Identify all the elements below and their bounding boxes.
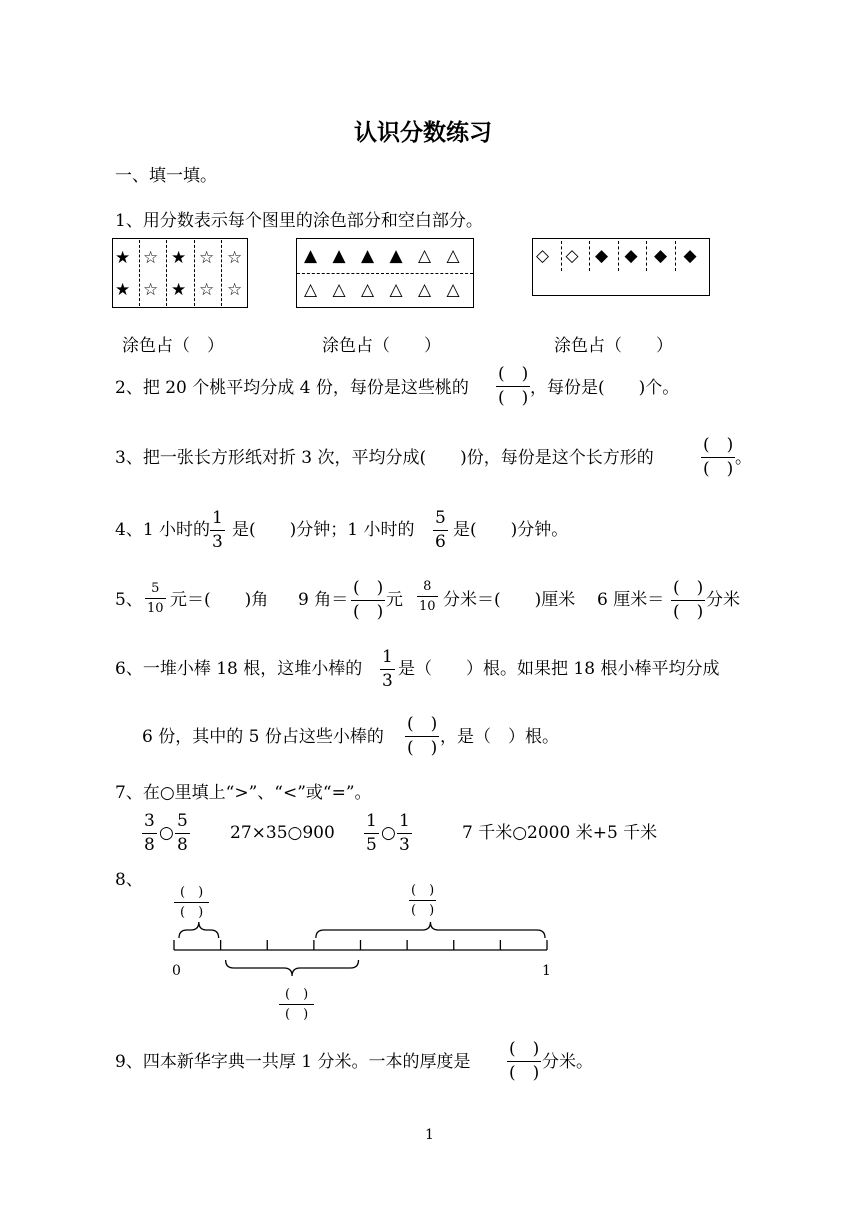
question-5-text-c: 元 <box>386 590 403 610</box>
fraction-blank[interactable]: ( ) ( ) <box>498 364 529 408</box>
question-6-text-line2: 6 份，其中的 5 份占这些小棒的 <box>142 727 384 747</box>
compare-circle[interactable]: ○ <box>159 823 174 843</box>
star-cell: ★ <box>115 248 131 268</box>
fraction-blank[interactable]: ( ) ( ) <box>411 883 435 918</box>
diamond-cell: ◆ <box>683 246 697 266</box>
fraction-one-third: $\frac{1}{3}$ <box>399 811 410 855</box>
section-heading: 一、填一填。 <box>115 166 217 186</box>
star-cell: ☆ <box>143 248 159 268</box>
fraction-five-eighths: $\frac{5}{8}$ <box>177 811 188 855</box>
compare-circle[interactable]: ○ <box>381 823 396 843</box>
star-cell: ☆ <box>143 280 159 300</box>
star-cell: ★ <box>115 280 131 300</box>
fraction-eight-tenths: $\frac{8}{10}$ <box>419 579 436 614</box>
question-6-text-mid: 是（ ）根。如果把 18 根小棒平均分成 <box>398 659 720 679</box>
fraction-blank[interactable]: ( ) ( ) <box>279 988 314 1021</box>
question-4-text-mid: 是( )分钟；1 小时的 <box>232 520 415 540</box>
question-2-text-end: ，每份是( )个。 <box>530 378 680 398</box>
question-5-number: 5、 <box>115 590 143 610</box>
cell-divider <box>139 240 140 306</box>
fraction-blank[interactable]: ( ) ( ) <box>407 714 438 758</box>
number-line-brace <box>316 922 545 938</box>
fraction-five-tenths: $\frac{5}{10}$ <box>147 581 164 616</box>
fraction-blank[interactable]: ( ) ( ) <box>673 578 704 622</box>
compare-item-d: 7 千米○2000 米+5 千米 <box>462 823 658 843</box>
fraction-three-eighths: $\frac{3}{8}$ <box>144 811 155 855</box>
question-2-text: 2、把 20 个桃平均分成 4 份，每份是这些桃的 <box>115 378 469 398</box>
cell-divider <box>221 240 222 306</box>
question-5-text-a: 元＝( )角 <box>170 590 269 610</box>
number-line-zero-label: 0 <box>172 963 181 979</box>
triangle-cell: △ <box>389 280 403 300</box>
triangle-cell: △ <box>446 280 460 300</box>
cell-divider <box>646 241 647 271</box>
cell-divider <box>166 240 167 306</box>
cell-divider <box>194 240 195 306</box>
triangle-cell: ▲ <box>361 246 375 266</box>
cell-divider <box>675 241 676 271</box>
star-cell: ☆ <box>199 248 215 268</box>
star-cell: ★ <box>171 248 187 268</box>
question-3-text: 3、把一张长方形纸对折 3 次，平均分成( )份，每份是这个长方形的 <box>115 448 654 468</box>
question-4-text-end: 是( )分钟。 <box>453 520 569 540</box>
diamond-cell: ◆ <box>595 246 609 266</box>
shaded-label-2: 涂色占（ ） <box>322 336 441 356</box>
fraction-blank[interactable]: ( ) ( ) <box>703 435 734 479</box>
question-6-text: 6、一堆小棒 18 根，这堆小棒的 <box>115 659 363 679</box>
fraction-blank[interactable]: ( ) ( ) <box>174 886 209 919</box>
question-5-text-e: 6 厘米＝ <box>597 590 665 610</box>
star-cell: ☆ <box>199 280 215 300</box>
question-6-text-end: ，是（ ）根。 <box>440 727 559 747</box>
number-line-brace <box>226 960 359 976</box>
star-cell: ☆ <box>227 248 243 268</box>
number-line-one-label: 1 <box>542 963 551 979</box>
cell-divider <box>618 241 619 271</box>
diamond-cell: ◇ <box>565 246 579 266</box>
star-cell: ★ <box>171 280 187 300</box>
fraction-one-third: $\frac{1}{3}$ <box>212 508 223 552</box>
diamond-cell: ◇ <box>536 246 550 266</box>
compare-item-b: 27×35○900 <box>230 823 335 843</box>
fraction-one-fifth: $\frac{1}{5}$ <box>366 811 377 855</box>
question-5-text-b: 9 角＝ <box>298 590 349 610</box>
fraction-blank[interactable]: ( ) ( ) <box>509 1039 540 1083</box>
triangle-cell: ▲ <box>389 246 403 266</box>
triangle-cell: △ <box>304 280 318 300</box>
cell-divider <box>561 241 562 271</box>
question-9-text: 9、四本新华字典一共厚 1 分米。一本的厚度是 <box>115 1052 471 1072</box>
triangle-cell: △ <box>418 246 432 266</box>
question-3-text-end: 。 <box>735 448 752 468</box>
question-8-number: 8、 <box>115 870 143 890</box>
triangle-cell: △ <box>332 280 346 300</box>
star-cell: ☆ <box>227 280 243 300</box>
triangle-cell: △ <box>446 246 460 266</box>
number-line-brace <box>179 922 219 938</box>
page-title: 认识分数练习 <box>354 119 492 146</box>
triangle-cell: ▲ <box>332 246 346 266</box>
shaded-label-3: 涂色占（ ） <box>554 336 673 356</box>
fraction-one-third: $\frac{1}{3}$ <box>382 647 393 691</box>
page-number: 1 <box>425 1127 434 1143</box>
triangle-cell: △ <box>418 280 432 300</box>
question-5-text-d: 分米＝( )厘米 <box>443 590 576 610</box>
question-4-text: 4、1 小时的 <box>115 520 211 540</box>
question-7-text: 7、在○里填上“>”、“<”或“=”。 <box>115 783 372 803</box>
number-line <box>0 910 860 1030</box>
question-9-text-end: 分米。 <box>542 1052 593 1072</box>
question-1-text: 1、用分数表示每个图里的涂色部分和空白部分。 <box>115 211 483 231</box>
cell-divider <box>589 241 590 271</box>
shaded-label-1: 涂色占（ ） <box>122 336 224 356</box>
triangle-cell: △ <box>361 280 375 300</box>
triangle-cell: ▲ <box>304 246 318 266</box>
diamond-cell: ◆ <box>654 246 668 266</box>
question-5-text-f: 分米 <box>706 590 740 610</box>
fraction-blank[interactable]: ( ) ( ) <box>353 578 384 622</box>
diamond-cell: ◆ <box>624 246 638 266</box>
fraction-five-sixths: $\frac{5}{6}$ <box>435 508 446 552</box>
